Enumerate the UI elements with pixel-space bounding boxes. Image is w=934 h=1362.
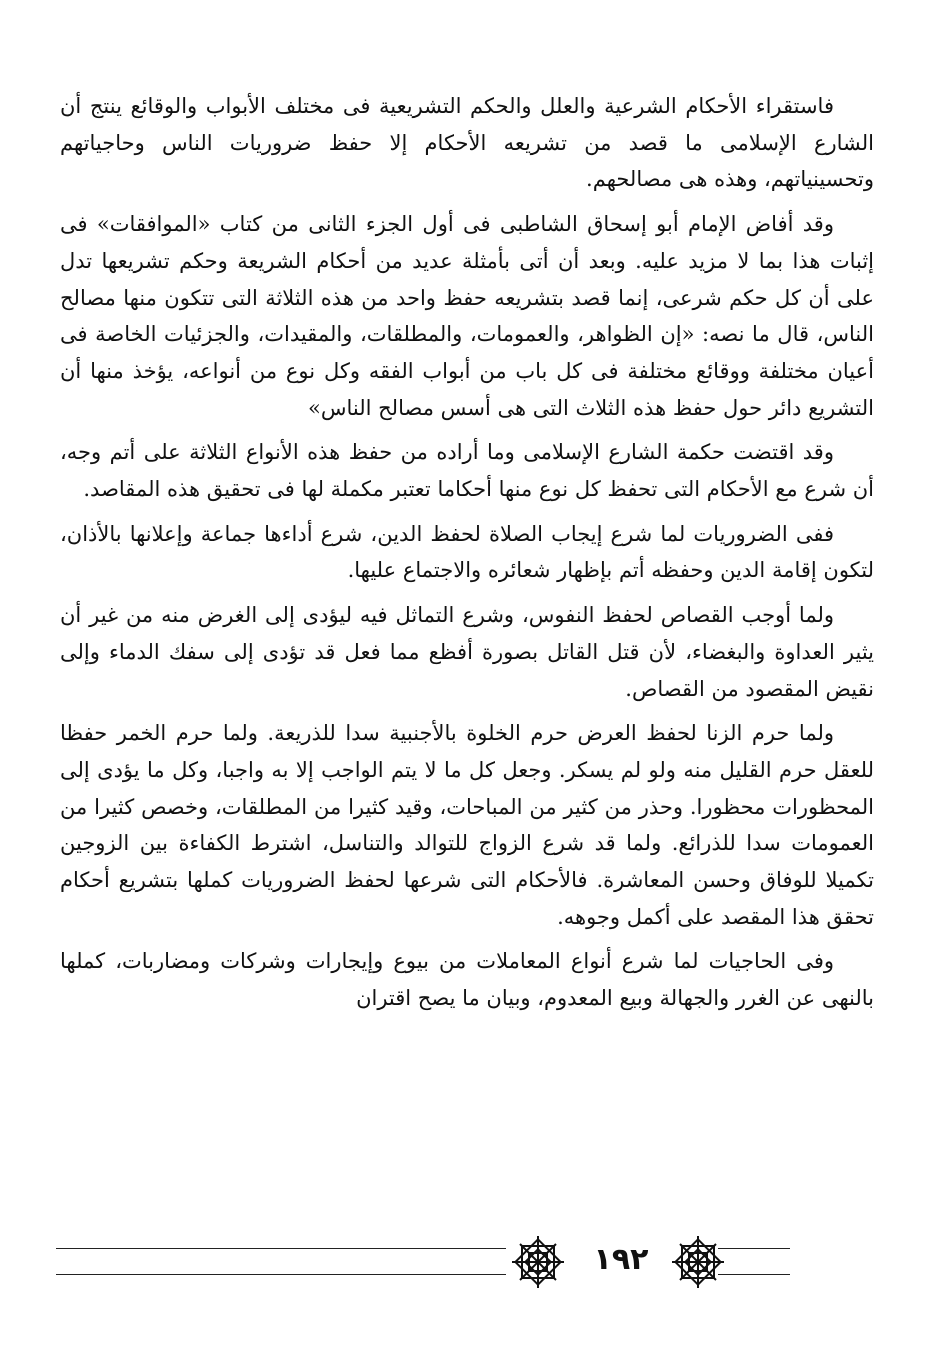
paragraph-1: فاستقراء الأحكام الشرعية والعلل والحكم التشريعية فى مختلف الأبواب والوقائع ينتج أن الشارع الإسلامى ما قصد من تشريعه الأحكام إلا حفظ ضروريات الناس وحاجياتهم وتحسينياتهم، وهذه هى مصالحهم. [60,94,874,192]
paragraph-6: ولما حرم الزنا لحفظ العرض حرم الخلوة بالأجنبية سدا للذريعة. ولما حرم الخمر حفظا للعقل حرم القليل منه ولو لم يسكر. وجعل كل ما لا يتم الواجب إلا به واجبا، وكل ما يؤدى إلى المحظورات محظورا. وحذر من كثير من المباحات، وقيد كثيرا من المطلقات، وخصص كثيرا من العمومات سدا للذرائع. ولما قد شرع الزواج للتوالد والتناسل، اشترط الكفاءة بين الزوجين تكميلا للوفاق وحسن المعاشرة. فالأحكام التى شرعها لحفظ الضروريات كملها بتشريع أحكام تحقق هذا المقصد على أكمل وجوهه. [60,721,874,929]
footer-rule-top-left [56,1248,506,1249]
paragraph-4: ففى الضروريات لما شرع إيجاب الصلاة لحفظ الدين، شرع أداءها جماعة وإعلانها بالأذان، لتكون إقامة الدين وحفظه أتم بإظهار شعائره والاجتماع عليها. [60,521,874,583]
paragraph-7: وفى الحاجيات لما شرع أنواع المعاملات من بيوع وإيجارات وشركات ومضاربات، كملها بالنهى عن الغرر والجهالة وبيع المعدوم، وبيان ما يصح اقتران [60,949,874,1011]
paragraph-2: وقد أفاض الإمام أبو إسحاق الشاطبى فى أول الجزء الثانى من كتاب «الموافقات» فى إثبات هذا بما لا مزيد عليه. وبعد أن أتى بأمثلة عديد من أحكام الشريعة وحكم تشريعها تدل على أن كل حكم شرعى، إنما قصد بتشريعه حفظ واحد من هذه الثلاثة التى تتكون منها مصالح الناس، قال ما نصه: «إن الظواهر، والعمومات، والمطلقات، والمقيدات، والجزئيات الخاصة فى أعيان مختلفة ووقائع مختلفة فى كل باب من أبواب الفقه وكل نوع من أنواعه، يؤخذ منها أن التشريع دائر حول حفظ هذه الثلاث التى هى أسس مصالح الناس» [60,212,874,420]
paragraph-5: ولما أوجب القصاص لحفظ النفوس، وشرع التماثل فيه ليؤدى إلى الغرض منه من غير أن يثير العداوة والبغضاء، لأن قتل القاتل بصورة أفظع مما فعل قد تؤدى إلى سفك الدماء وإلى نقيض المقصود من القصاص. [60,603,874,701]
footer-rule-bottom-left [56,1274,506,1275]
body-text [60,88,874,1025]
page-footer [56,1232,878,1292]
star-ornament-icon [508,1232,568,1292]
footer-rule-bottom-right [718,1274,790,1275]
footer-rule-top-right [718,1248,790,1249]
paragraph-3: وقد اقتضت حكمة الشارع الإسلامى وما أراده من حفظ هذه الأنواع الثلاثة على أتم وجه، أن شرع مع الأحكام التى تحفظ كل نوع منها أحكاما تعتبر مكملة لها فى تحقيق هذه المقاصد. [60,440,874,502]
page-number: ١٩٢ [593,1242,649,1277]
star-ornament-icon [668,1232,728,1292]
